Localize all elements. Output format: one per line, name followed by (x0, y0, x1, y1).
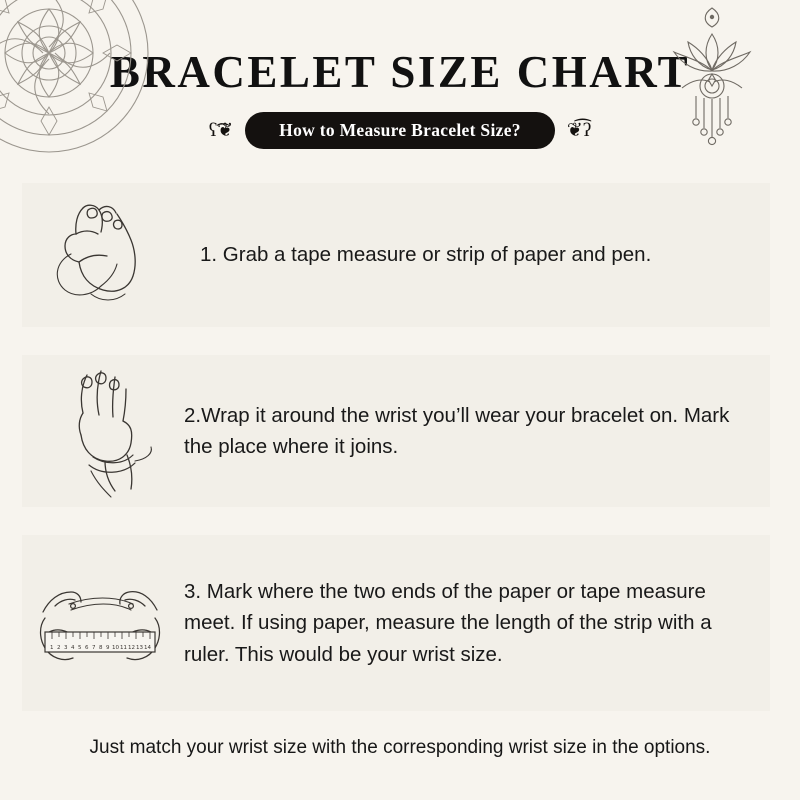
step-text: 3. Mark where the two ends of the paper or tape measure meet. If using paper, measure the length of the strip with a ruler. This would be your wrist size. (184, 580, 712, 666)
svg-text:8: 8 (99, 645, 103, 651)
svg-text:11: 11 (120, 645, 127, 651)
subtitle-row (0, 112, 800, 149)
svg-text:3: 3 (64, 645, 68, 651)
svg-text:13: 13 (136, 645, 143, 651)
page-header (0, 0, 800, 149)
flourish-right-icon: ❦͡ʔ (566, 120, 592, 141)
footer-note: Just match your wrist size with the corresponding wrist size in the options. (89, 737, 711, 758)
list-item (22, 355, 770, 507)
svg-text:6: 6 (85, 645, 89, 651)
steps-list (0, 183, 800, 711)
svg-text:10: 10 (112, 645, 119, 651)
subtitle-badge: How to Measure Bracelet Size? (245, 112, 555, 149)
list-item (22, 535, 770, 711)
svg-text:2: 2 (57, 645, 61, 651)
svg-text:14: 14 (144, 645, 151, 651)
svg-text:7: 7 (92, 645, 96, 651)
svg-text:9: 9 (106, 645, 110, 651)
page-title: BRACELET SIZE CHART (109, 47, 691, 97)
list-item (22, 183, 770, 327)
svg-text:1: 1 (50, 645, 54, 651)
svg-text:12: 12 (128, 645, 135, 651)
step-text: 1. Grab a tape measure or strip of paper and pen. (200, 243, 652, 267)
svg-text:4: 4 (71, 645, 75, 651)
step-text: 2.Wrap it around the wrist you’ll wear your bracelet on. Mark the place where it joins. (184, 403, 730, 458)
flourish-left-icon: ʕ͡❦ (208, 120, 234, 141)
hand-holding-tape-illustration (22, 183, 178, 327)
tape-wrapped-around-wrist-illustration (22, 355, 178, 507)
svg-text:5: 5 (78, 645, 82, 651)
measuring-strip-with-ruler-illustration (22, 535, 178, 711)
